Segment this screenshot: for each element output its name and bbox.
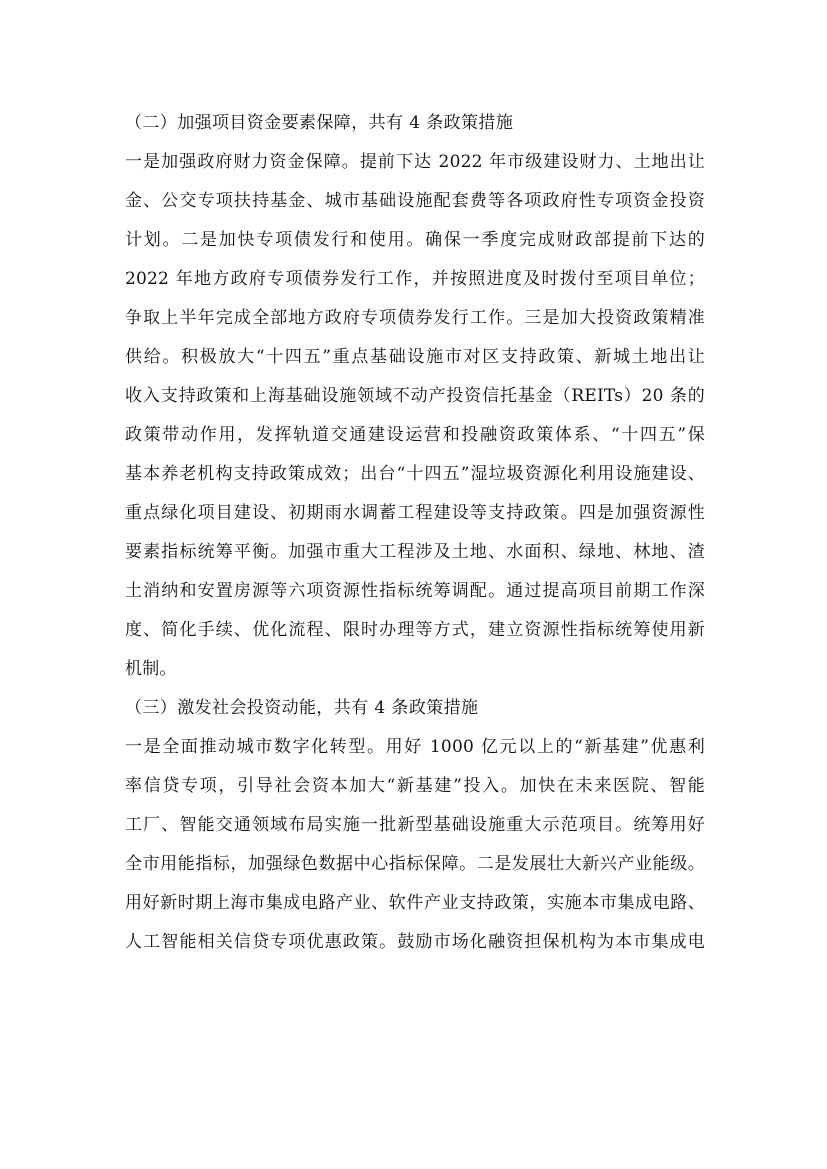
paragraph-line: 计划。二是加快专项债发行和使用。确保一季度完成财政部提前下达的 xyxy=(125,230,705,250)
paragraph-line: 工厂、智能交通领域布局实施一批新型基础设施重大示范项目。统筹用好 xyxy=(125,815,705,835)
paragraph-line: 度、简化手续、优化流程、限时办理等方式，建立资源性指标统筹使用新 xyxy=(125,620,705,640)
paragraph-line: 金、公交专项扶持基金、城市基础设施配套费等各项政府性专项资金投资 xyxy=(125,191,705,211)
paragraph-line: 一是全面推动城市数字化转型。用好 1000 亿元以上的“新基建”优惠利 xyxy=(125,737,705,757)
paragraph-line: 供给。积极放大“十四五”重点基础设施市对区支持政策、新城土地出让 xyxy=(125,347,705,367)
section-heading-2: （二）加强项目资金要素保障，共有 4 条政策措施 xyxy=(125,113,514,133)
paragraph-line: 要素指标统筹平衡。加强市重大工程涉及土地、水面积、绿地、林地、渣 xyxy=(125,542,705,562)
paragraph-line: 争取上半年完成全部地方政府专项债券发行工作。三是加大投资政策精准 xyxy=(125,308,705,328)
paragraph-line: 机制。 xyxy=(125,659,177,679)
paragraph-line: 政策带动作用，发挥轨道交通建设运营和投融资政策体系、“十四五”保 xyxy=(125,425,705,445)
paragraph-line: 全市用能指标，加强绿色数据中心指标保障。二是发展壮大新兴产业能级。 xyxy=(125,854,705,874)
paragraph-line: 重点绿化项目建设、初期雨水调蓄工程建设等支持政策。四是加强资源性 xyxy=(125,503,705,523)
paragraph-line: 收入支持政策和上海基础设施领域不动产投资信托基金（REITs）20 条的 xyxy=(125,386,705,406)
paragraph-line: 用好新时期上海市集成电路产业、软件产业支持政策，实施本市集成电路、 xyxy=(125,893,705,913)
paragraph-line: 人工智能相关信贷专项优惠政策。鼓励市场化融资担保机构为本市集成电 xyxy=(125,932,705,952)
paragraph-line: 率信贷专项，引导社会资本加大“新基建”投入。加快在未来医院、智能 xyxy=(125,776,705,796)
paragraph-line: 基本养老机构支持政策成效；出台“十四五”湿垃圾资源化利用设施建设、 xyxy=(125,464,705,484)
paragraph-line: 土消纳和安置房源等六项资源性指标统筹调配。通过提高项目前期工作深 xyxy=(125,581,705,601)
paragraph-line: 一是加强政府财力资金保障。提前下达 2022 年市级建设财力、土地出让 xyxy=(125,152,705,172)
section-heading-3: （三）激发社会投资动能，共有 4 条政策措施 xyxy=(125,698,479,718)
paragraph-line: 2022 年地方政府专项债券发行工作，并按照进度及时拨付至项目单位； xyxy=(125,269,705,289)
